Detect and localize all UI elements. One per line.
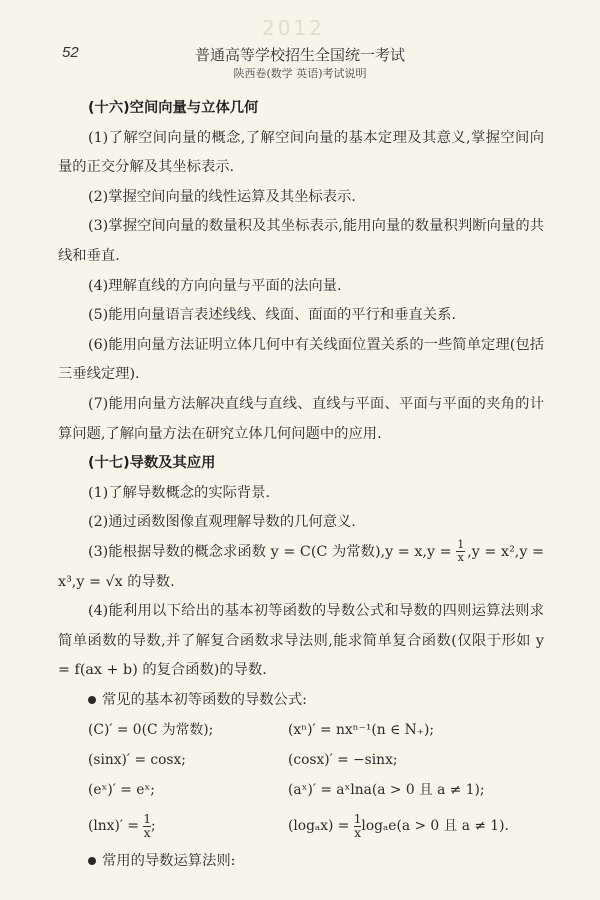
ln-end: ; [150,817,156,834]
rules-intro [58,847,544,877]
formulas-intro-text: 常见的基本初等函数的导数公式: [102,691,307,708]
ln-num: 1 [143,811,151,826]
ln-left: (lnx)′ = [88,817,139,834]
formula-row-fractions [88,805,509,847]
formulas-intro [58,686,544,716]
formula-log [288,805,509,847]
section-heading-17: (十七)导数及其应用 [88,455,216,472]
log-left: (logₐx) = [288,817,350,834]
section16-item-4: (4)理解直线的方向向量与平面的法向量. [88,277,342,294]
formula-row [88,775,509,805]
section-heading-16: (十六)空间向量与立体几何 [88,100,259,116]
formula-row [88,745,509,775]
ln-den: x [143,825,151,840]
item3-fraction [456,539,465,564]
watermark: 2012 [262,16,325,40]
section17-item-2: (2)通过函数图像直观理解导数的几何意义. [88,514,356,531]
formula-left: (C)′ = 0(C 为常数); [88,721,214,738]
formula-left: (sinx)′ = cosx; [88,751,186,768]
section16-item-3: (3)掌握空间向量的数量积及其坐标表示,能用向量的数量积判断向量的共线和垂直. [58,218,544,264]
item3-frac-num: 1 [457,538,465,552]
item3-text-b: ,y = x²,y = x³,y = √x 的导数. [58,543,544,590]
section16-item-7: (7)能用向量方法解决直线与直线、直线与平面、平面与平面的夹角的计算问题,了解向量方法在研究立体几何问题中的应用. [58,395,544,442]
ln-fraction [143,813,151,840]
rules-intro-text: 常用的导数运算法则: [102,853,236,870]
formula-right: (aˣ)′ = aˣlna(a > 0 且 a ≠ 1); [288,781,485,798]
section16-item-5: (5)能用向量语言表述线线、线面、面面的平行和垂直关系. [88,307,456,324]
section17-item-3 [58,538,544,597]
bullet-dot-icon [88,696,96,704]
header-title: 普通高等学校招生全国统一考试 [194,46,405,64]
header-subtitle: 陕西卷(数学 英语)考试说明 [233,67,367,80]
formula-ln [88,805,288,847]
formula-right: (xⁿ)′ = nxⁿ⁻¹(n ∈ N₊); [288,721,435,738]
page-number: 52 [62,44,79,61]
section17-item-1: (1)了解导数概念的实际背景. [88,484,271,501]
log-num: 1 [353,811,362,826]
section17-item-4: (4)能利用以下给出的基本初等函数的导数公式和导数的四则运算法则求简单函数的导数,并了解复合函数求导法则,能求简单复合函数(仅限于形如 y = f(ax + b) 的复合函数)的导数. [58,603,544,679]
formula-right: (cosx)′ = −sinx; [288,751,398,768]
log-end: logₐe(a > 0 且 a ≠ 1). [361,817,509,834]
section16-item-2: (2)掌握空间向量的线性运算及其坐标表示. [88,188,356,205]
bullet-dot-icon [88,857,96,865]
log-den: x [354,825,361,840]
page-body [58,94,544,877]
item3-frac-den: x [457,551,464,565]
formula-left: (eˣ)′ = eˣ; [88,781,155,798]
item3-text-a: (3)能根据导数的概念求函数 y = C(C 为常数),y = x,y = [88,543,452,560]
section16-item-6: (6)能用向量方法证明立体几何中有关线面位置关系的一些简单定理(包括三垂线定理). [58,336,544,383]
formula-row [88,715,509,745]
derivative-formula-table [88,715,509,847]
section16-item-1: (1)了解空间向量的概念,了解空间向量的基本定理及其意义,掌握空间向量的正交分解及其坐标表示. [58,129,544,176]
